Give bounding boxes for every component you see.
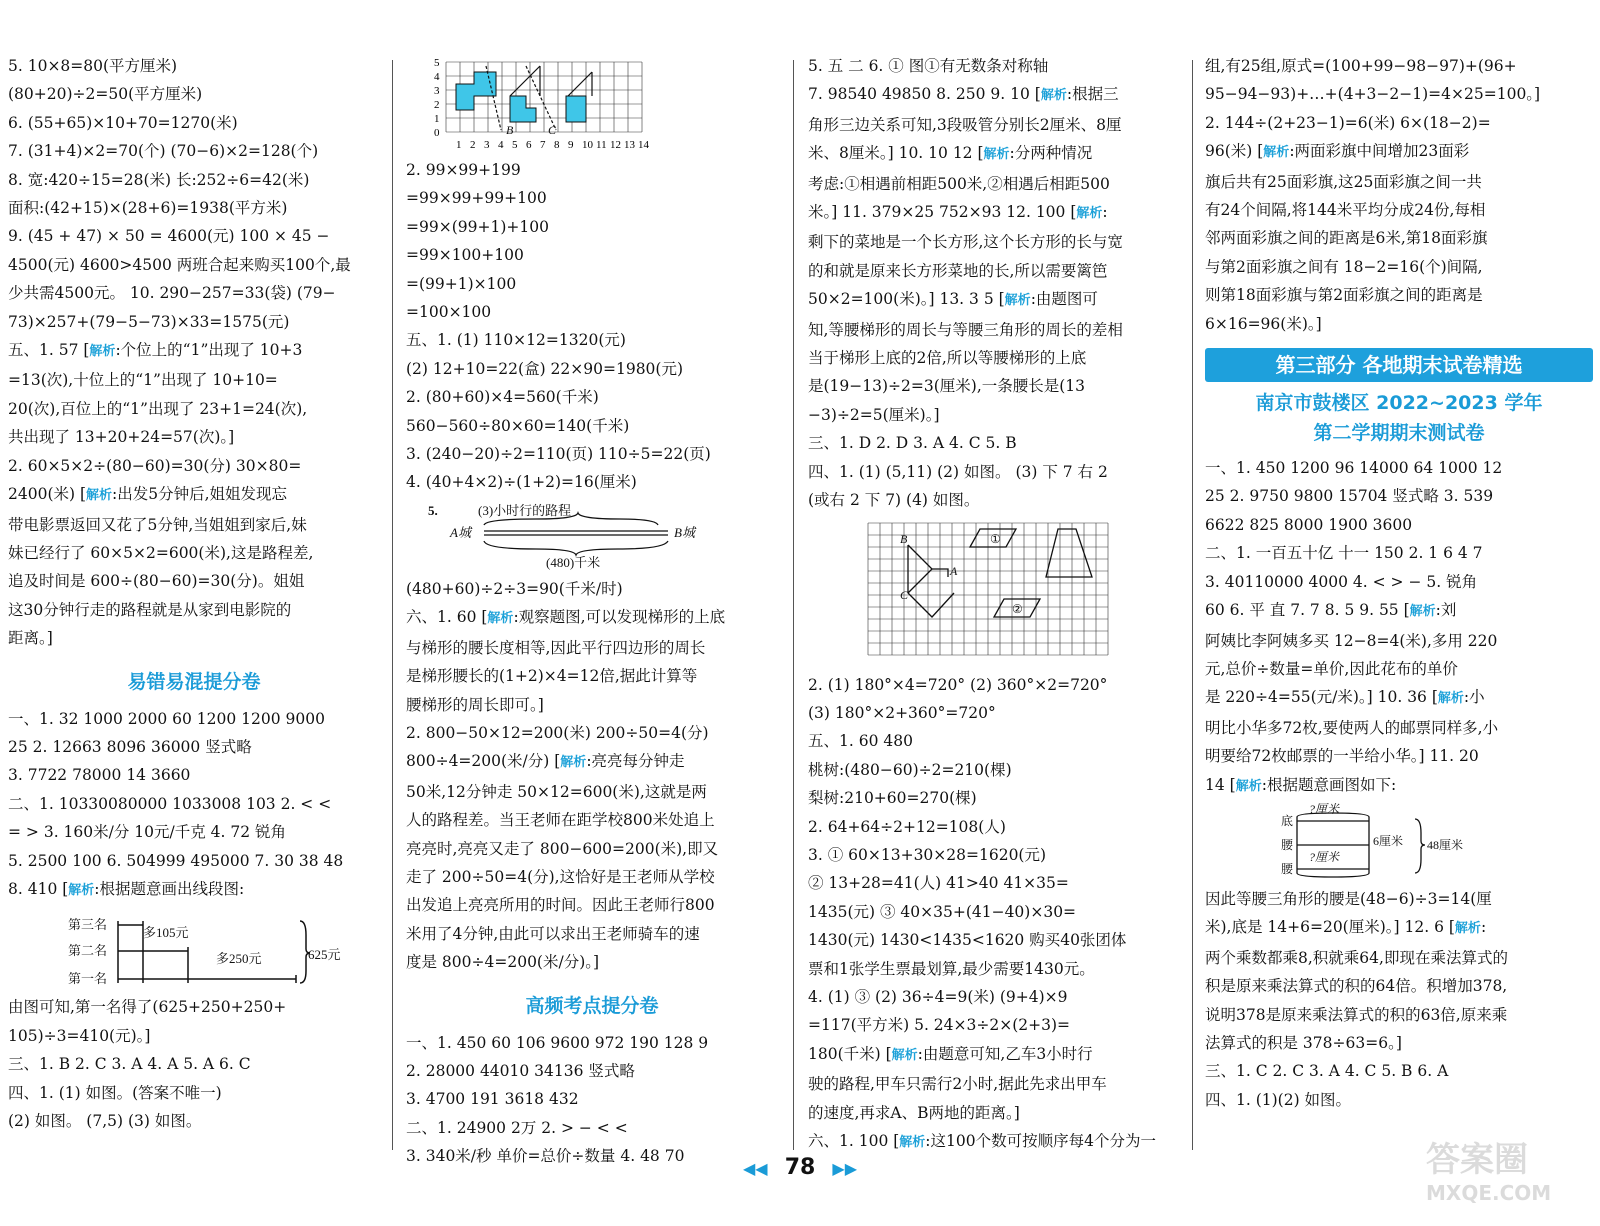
answer-line: 1430(元) 1430<1435<1620 购买40张团体 (808, 931, 1127, 950)
label-first: 第一名 (68, 971, 108, 987)
total-48: 48厘米 (1427, 837, 1464, 852)
answer-line: 四、1. (1) (5,11) (2) 如图。 (3) 下 7 右 2 (808, 462, 1108, 481)
answer-line: 阿姨比李阿姨多买 12−8=4(米),多用 220 (1205, 631, 1498, 650)
answer-line: 2. 28000 44010 34136 竖式略 (406, 1061, 635, 1080)
answer-line: 度是 800÷4=200(米/分)。] (406, 953, 600, 972)
answer-line: 出发追上亮亮所用的时间。因此王老师行800 (406, 896, 715, 915)
analysis-keyword: 解析 (487, 611, 514, 627)
answer-line: 四、1. (1) 如图。(答案不唯一) (8, 1083, 222, 1102)
y-tick-label: 5 (434, 57, 440, 69)
answer-line: 2. 99×99+199 (406, 161, 521, 179)
answer-line: =(99+1)×100 (406, 274, 517, 293)
answer-line: 米用了4分钟,由此可以求出王老师骑车的速 (406, 924, 700, 943)
answer-line: 96(米) [解析:两面彩旗中间增加23面彩 (1205, 137, 1593, 167)
city-a: A城 (450, 524, 471, 540)
answer-line: 60 6. 平 直 7. 7 8. 5 9. 55 [解析:刘 (1205, 596, 1593, 626)
answer-line: (2) 如图。 (7,5) (3) 如图。 (8, 1112, 202, 1130)
answer-line: 梨树:210+60=270(棵) (808, 789, 977, 808)
point-c-label: C (548, 123, 557, 137)
label-third: 第三名 (68, 917, 108, 933)
answer-line: 明要给72枚邮票的一半给小华。] 11. 20 (1205, 747, 1479, 766)
answer-line: 走了 200÷50=4(分),这恰好是王老师从学校 (406, 867, 715, 886)
answer-line: 4. (40+4×2)÷(1+2)=16(厘米) (406, 473, 637, 492)
answer-line: (2) 12+10=22(盒) 22×90=1980(元) (406, 359, 684, 378)
y-tick-label: 1 (434, 113, 440, 125)
answer-line: 2. (1) 180°×4=720° (2) 360°×2=720° (808, 675, 1108, 694)
answer-line: 五、1. (1) 110×12=1320(元) (406, 331, 626, 350)
answer-line: 两个乘数都乘8,积就乘64,即现在乘法算式的 (1205, 948, 1508, 967)
analysis-keyword: 解析 (1437, 691, 1464, 707)
answer-lines (808, 52, 1184, 515)
answer-line: 这30分钟行走的路程就是从家到电影院的 (8, 600, 292, 619)
answer-line: 3. 40110000 4000 4. < > − 5. 锐角 (1205, 572, 1478, 591)
watermark-text: 答案圈 (1426, 1140, 1528, 1180)
answer-lines (1205, 885, 1593, 1114)
label-leg: 腰 (1281, 837, 1294, 852)
answer-line: 二、1. 一百五十亿 十一 150 2. 1 6 4 7 (1205, 544, 1483, 563)
answer-line: 知,等腰梯形的周长与等腰三角形的周长的差相 (808, 320, 1123, 339)
answer-line: 105)÷3=410(元)。] (8, 1026, 151, 1045)
answer-line: 180(千米) [解析:由题意可知,乙车3小时行 (808, 1040, 1184, 1070)
triangle-diagram-svg (1205, 801, 1593, 885)
answer-line: 2. 60×5×2÷(80−60)=30(分) 30×80= (8, 456, 302, 475)
answer-line: 五、1. 60 480 (808, 732, 913, 751)
answer-line: 95−94−93)+…+(4+3−2−1)=4×25=100。] (1205, 85, 1541, 104)
answer-line: 是(19−13)÷2=3(厘米),一条腰长是(13 (808, 377, 1086, 396)
answer-lines (8, 705, 380, 906)
watermark-logo (1426, 1132, 1586, 1212)
answer-column-3 (808, 52, 1184, 1157)
answer-line: 1435(元) ③ 40×35+(41−40)×30= (808, 902, 1077, 921)
page-footer (0, 1155, 1600, 1180)
answer-line: 是梯形腰长的(1+2)×4=12倍,据此计算等 (406, 667, 698, 686)
answer-line: 亮亮时,亮亮又走了 800−600=200(米),即又 (406, 839, 719, 858)
triangle-segment-diagram (1205, 801, 1593, 885)
x-tick-label: 1 (456, 139, 462, 151)
journey-diagram (406, 497, 778, 575)
coordinate-grid-figure (808, 515, 1184, 671)
top-label: (3)小时行的路程 (478, 502, 572, 518)
answer-line: 当于梯形上底的2倍,所以等腰梯形的上底 (808, 349, 1087, 368)
analysis-keyword: 解析 (891, 1047, 918, 1063)
point-a-label: A (950, 563, 958, 578)
answer-line: 桃树:(480−60)÷2=210(棵) (808, 760, 1012, 779)
answer-line: 由图可知,第一名得了(625+250+250+ (8, 998, 287, 1017)
analysis-keyword: 解析 (86, 488, 113, 504)
answer-line: 的和就是原来长方形菜地的长,所以需要篱笆 (808, 261, 1108, 280)
answer-line: 人的路程差。当王老师在距学校800米处追上 (406, 811, 715, 830)
analysis-keyword: 解析 (1004, 293, 1031, 309)
answer-line: 3. 4700 191 3618 432 (406, 1090, 579, 1109)
answer-line: 2. 144÷(2+23−1)=6(米) 6×(18−2)= (1205, 113, 1491, 132)
grid-figure (406, 52, 778, 156)
y-tick-label: 4 (434, 71, 440, 83)
shape-2-label: ② (1012, 601, 1023, 616)
distance-label: (480)千米 (546, 554, 601, 570)
exam-title-line2: 第二学期期末测试卷 (1313, 422, 1485, 445)
answer-line: 共出现了 13+20+24=57(次)。] (8, 428, 235, 447)
answer-line: 一、1. 450 60 106 9600 972 190 128 9 (406, 1033, 709, 1052)
answer-line: 三、1. B 2. C 3. A 4. A 5. A 6. C (8, 1055, 251, 1074)
diff-6: 6厘米 (1373, 833, 1404, 848)
label-leg2: 腰 (1281, 861, 1294, 876)
answer-line: =13(次),十位上的“1”出现了 10+10= (8, 371, 278, 390)
x-tick-label: 3 (484, 139, 490, 151)
answer-line: 5. 10×8=80(平方厘米) (8, 57, 178, 75)
answer-line: 六、1. 60 [解析:观察题图,可以发现梯形的上底 (406, 603, 778, 633)
answer-line: 邻两面彩旗之间的距离是6米,第18面彩旗 (1205, 229, 1488, 248)
total: 625元 (308, 947, 341, 963)
x-tick-label: 14 (638, 139, 649, 151)
answer-line: 角形三边关系可知,3段吸管分别长2厘米、8厘 (808, 115, 1122, 134)
column-divider (1192, 60, 1193, 1150)
y-tick-label: 0 (434, 127, 440, 139)
answer-line: 20(次),百位上的“1”出现了 23+1=24(次), (8, 399, 308, 418)
answer-line: 二、1. 10330080000 1033008 103 2. < < (8, 794, 332, 813)
answer-lines (406, 1029, 778, 1171)
answer-lines (1205, 454, 1593, 801)
answer-line: 法算式的积是 378÷63=6。] (1205, 1033, 1402, 1052)
answer-line: 6×16=96(米)。] (1205, 314, 1322, 333)
answer-line: 3. 340米/秒 单价=总价÷数量 4. 48 70 (406, 1147, 685, 1166)
shape-1-label: ① (990, 531, 1001, 546)
answer-line: 3. 7722 78000 14 3660 (8, 766, 191, 785)
exam-title-line1: 南京市鼓楼区 2022~2023 学年 (1255, 392, 1543, 415)
answer-line: 5. 五 二 6. ① 图①有无数条对称轴 (808, 57, 1049, 75)
answer-line: 五、1. 57 [解析:个位上的“1”出现了 10+3 (8, 336, 380, 366)
answer-lines (808, 671, 1184, 1158)
x-tick-label: 8 (554, 139, 560, 151)
journey-svg (406, 497, 778, 575)
answer-line: 说明378是原来乘法算式的积的63倍,原来乘 (1205, 1005, 1508, 1024)
answer-line: 6622 825 8000 1900 3600 (1205, 515, 1413, 534)
x-tick-label: 6 (526, 139, 532, 151)
answer-line: 是 220÷4=55(元/米)。] 10. 36 [解析:小 (1205, 683, 1593, 713)
label-base: 底 (1281, 813, 1294, 828)
answer-line: 剩下的菜地是一个长方形,这个长方形的长与宽 (808, 233, 1123, 252)
coordinate-grid-svg (808, 515, 1184, 671)
answer-line: (3) 180°×2+360°=720° (808, 703, 996, 722)
x-tick-label: 10 (582, 139, 593, 151)
answer-line: 7. (31+4)×2=70(个) (70−6)×2=128(个) (8, 142, 319, 161)
answer-column-1 (8, 52, 380, 1135)
answer-lines (406, 156, 778, 497)
answer-line: 8. 410 [解析:根据题意画出线段图: (8, 875, 380, 905)
segment-diagram-svg (8, 905, 380, 993)
point-b-label: B (506, 123, 514, 137)
answer-line: 则第18面彩旗与第2面彩旗之间的距离是 (1205, 286, 1483, 305)
section-title: 高频考点提分卷 (525, 994, 659, 1017)
x-tick-label: 12 (610, 139, 621, 151)
answer-line: 与梯形的腰长度相等,因此平行四边形的周长 (406, 638, 706, 657)
answer-line: 三、1. C 2. C 3. A 4. C 5. B 6. A (1205, 1062, 1449, 1081)
grid-svg (406, 52, 778, 156)
answer-line: 560−560÷80×60=140(千米) (406, 416, 630, 435)
x-tick-label: 11 (596, 139, 607, 151)
x-tick-label: 13 (624, 139, 635, 151)
answer-line: 4. (1) ③ (2) 36÷4=9(米) (9+4)×9 (808, 987, 1068, 1006)
answer-line: 一、1. 450 1200 96 14000 64 1000 12 (1205, 459, 1503, 478)
answer-line: 因此等腰三角形的腰是(48−6)÷3=14(厘 (1205, 889, 1492, 908)
answer-line: 面积:(42+15)×(28+6)=1938(平方米) (8, 199, 288, 218)
diff-a: 多105元 (143, 925, 189, 941)
answer-line: 与第2面彩旗之间有 18−2=16(个)间隔, (1205, 257, 1483, 276)
analysis-keyword: 解析 (89, 344, 116, 360)
answer-line: 米。] 11. 379×25 752×93 12. 100 [解析: (808, 198, 1184, 228)
analysis-keyword: 解析 (1235, 778, 1262, 794)
next-page-icon[interactable]: ▶▶ (832, 1159, 858, 1178)
answer-line: 4500(元) 4600>4500 两班合起来购买100个,最 (8, 255, 351, 274)
answer-line: (80+20)÷2=50(平方厘米) (8, 85, 203, 104)
analysis-keyword: 解析 (983, 147, 1010, 163)
answer-line: 腰梯形的周长即可。] (406, 695, 544, 714)
answer-line: 考虑:①相遇前相距500米,②相遇后相距500 (808, 174, 1110, 193)
x-tick-label: 2 (470, 139, 476, 151)
x-tick-label: 7 (540, 139, 546, 151)
answer-line: 积是原来乘法算式的积的64倍。积增加378, (1205, 977, 1508, 996)
unknown-a: ?厘米 (1309, 801, 1340, 816)
answer-line: 800÷4=200(米/分) [解析:亮亮每分钟走 (406, 747, 778, 777)
answer-line: =117(平方米) 5. 24×3÷2×(2+3)= (808, 1016, 1071, 1035)
answer-line: (或右 2 下 7) (4) 如图。 (808, 491, 980, 510)
page-number: 78 (784, 1155, 816, 1180)
answer-line: 有24个间隔,将144米平均分成24份,每相 (1205, 201, 1486, 220)
answer-lines (8, 52, 380, 653)
analysis-keyword: 解析 (1409, 604, 1436, 620)
answer-line: 2. (80+60)×4=560(千米) (406, 388, 599, 407)
answer-line: 旗后共有25面彩旗,这25面彩旗之间一共 (1205, 172, 1482, 191)
answer-line: 的速度,再求A、B两地的距离。] (808, 1103, 1020, 1122)
answer-line: 组,有25组,原式=(100+99−98−97)+(96+ (1205, 57, 1517, 75)
x-tick-label: 9 (568, 139, 574, 151)
answer-line: 三、1. D 2. D 3. A 4. C 5. B (808, 434, 1017, 453)
y-tick-label: 2 (434, 99, 440, 111)
answer-line: 六、1. 100 [解析:这100个数可按顺序每4个分为一 (808, 1127, 1184, 1157)
answer-column-2 (406, 52, 778, 1171)
answer-line: 25 2. 12663 8096 36000 竖式略 (8, 737, 252, 756)
answer-line: 票和1张学生票最划算,最少需要1430元。 (808, 959, 1095, 978)
answer-line: 四、1. (1)(2) 如图。 (1205, 1090, 1352, 1109)
answer-lines (1205, 52, 1593, 338)
answer-lines (406, 575, 778, 977)
point-c-label: C (900, 587, 909, 602)
answer-line: 50米,12分钟走 50×12=600(米),这就是两 (406, 782, 707, 801)
item-number: 5. (428, 502, 438, 518)
answer-line: 明比小华多72枚,要使两人的邮票同样多,小 (1205, 718, 1499, 737)
answer-line: 8. 宽:420÷15=28(米) 长:252÷6=42(米) (8, 170, 310, 189)
answer-line: =99×(99+1)+100 (406, 217, 549, 236)
answer-line: 妹已经行了 60×5×2=600(米),这是路程差, (8, 543, 314, 562)
unknown-c: ?厘米 (1309, 849, 1340, 864)
answer-line: ② 13+28=41(人) 41>40 41×35= (808, 874, 1069, 893)
answer-line: 元,总价÷数量=单价,因此花布的单价 (1205, 659, 1458, 678)
watermark-url: MXQE.COM (1426, 1181, 1552, 1205)
city-b: B城 (674, 524, 695, 540)
answer-line: 3. (240−20)÷2=110(页) 110÷5=22(页) (406, 445, 711, 464)
answer-lines (8, 993, 380, 1135)
answer-line: 6. (55+65)×10+70=1270(米) (8, 113, 238, 132)
answer-line: 14 [解析:根据题意画图如下: (1205, 771, 1593, 801)
answer-line: 米、8厘米。] 10. 10 12 [解析:分两种情况 (808, 139, 1184, 169)
answer-line: 米),底是 14+6=20(厘米)。] 12. 6 [解析: (1205, 913, 1593, 943)
answer-line: 一、1. 32 1000 2000 60 1200 1200 9000 (8, 709, 325, 728)
label-second: 第二名 (68, 943, 108, 959)
column-divider (793, 60, 794, 1150)
answer-line: 距离。] (8, 629, 53, 648)
y-tick-label: 3 (434, 85, 440, 97)
analysis-keyword: 解析 (560, 755, 587, 771)
column-divider (392, 60, 393, 1150)
answer-line: 少共需4500元。 10. 290−257=33(袋) (79− (8, 284, 336, 303)
answer-line: 二、1. 24900 2万 2. > − < < (406, 1118, 628, 1137)
answer-line: 追及时间是 600÷(80−60)=30(分)。姐姐 (8, 572, 305, 591)
answer-line: −3)÷2=5(厘米)。] (808, 405, 940, 424)
answer-line: 驶的路程,甲车只需行2小时,据此先求出甲车 (808, 1075, 1107, 1094)
x-tick-label: 4 (498, 139, 504, 151)
answer-line: =99×99+99+100 (406, 189, 547, 208)
prev-page-icon[interactable]: ◀◀ (742, 1159, 768, 1178)
analysis-keyword: 解析 (1076, 206, 1103, 222)
answer-line: 9. (45 + 47) × 50 = 4600(元) 100 × 45 − (8, 227, 330, 246)
analysis-keyword: 解析 (1263, 145, 1290, 161)
answer-line: 25 2. 9750 9800 15704 竖式略 3. 539 (1205, 487, 1494, 506)
answer-line: 2. 800−50×12=200(米) 200÷50=4(分) (406, 723, 709, 742)
answer-line: =99×100+100 (406, 246, 524, 265)
point-b-label: B (900, 531, 908, 546)
answer-line: 2400(米) [解析:出发5分钟后,姐姐发现忘 (8, 480, 380, 510)
line-segment-diagram (8, 905, 380, 993)
answer-line: (480+60)÷2÷3=90(千米/时) (406, 579, 623, 598)
answer-line: =100×100 (406, 303, 492, 322)
analysis-keyword: 解析 (68, 882, 95, 898)
section-title: 易错易混提分卷 (127, 670, 261, 693)
part-banner: 第三部分 各地期末试卷精选 (1205, 348, 1593, 382)
answer-column-4 (1205, 52, 1593, 1114)
answer-line: 带电影票返回又花了5分钟,当姐姐到家后,妹 (8, 515, 307, 534)
answer-line: 73)×257+(79−5−73)×33=1575(元) (8, 312, 290, 331)
answer-line: 5. 2500 100 6. 504999 495000 7. 30 38 48 (8, 851, 344, 870)
diff-b: 多250元 (216, 951, 262, 967)
answer-line: 7. 98540 49850 8. 250 9. 10 [解析:根据三 (808, 80, 1184, 110)
analysis-keyword: 解析 (1454, 921, 1481, 937)
analysis-keyword: 解析 (1040, 88, 1067, 104)
analysis-keyword: 解析 (899, 1135, 926, 1150)
answer-line: = > 3. 160米/分 10元/千克 4. 72 锐角 (8, 823, 287, 842)
x-tick-label: 5 (512, 139, 518, 151)
answer-line: 2. 64+64÷2+12=108(人) (808, 817, 1006, 836)
answer-line: 50×2=100(米)。] 13. 3 5 [解析:由题图可 (808, 285, 1184, 315)
answer-line: 3. ① 60×13+30×28=1620(元) (808, 845, 1047, 864)
